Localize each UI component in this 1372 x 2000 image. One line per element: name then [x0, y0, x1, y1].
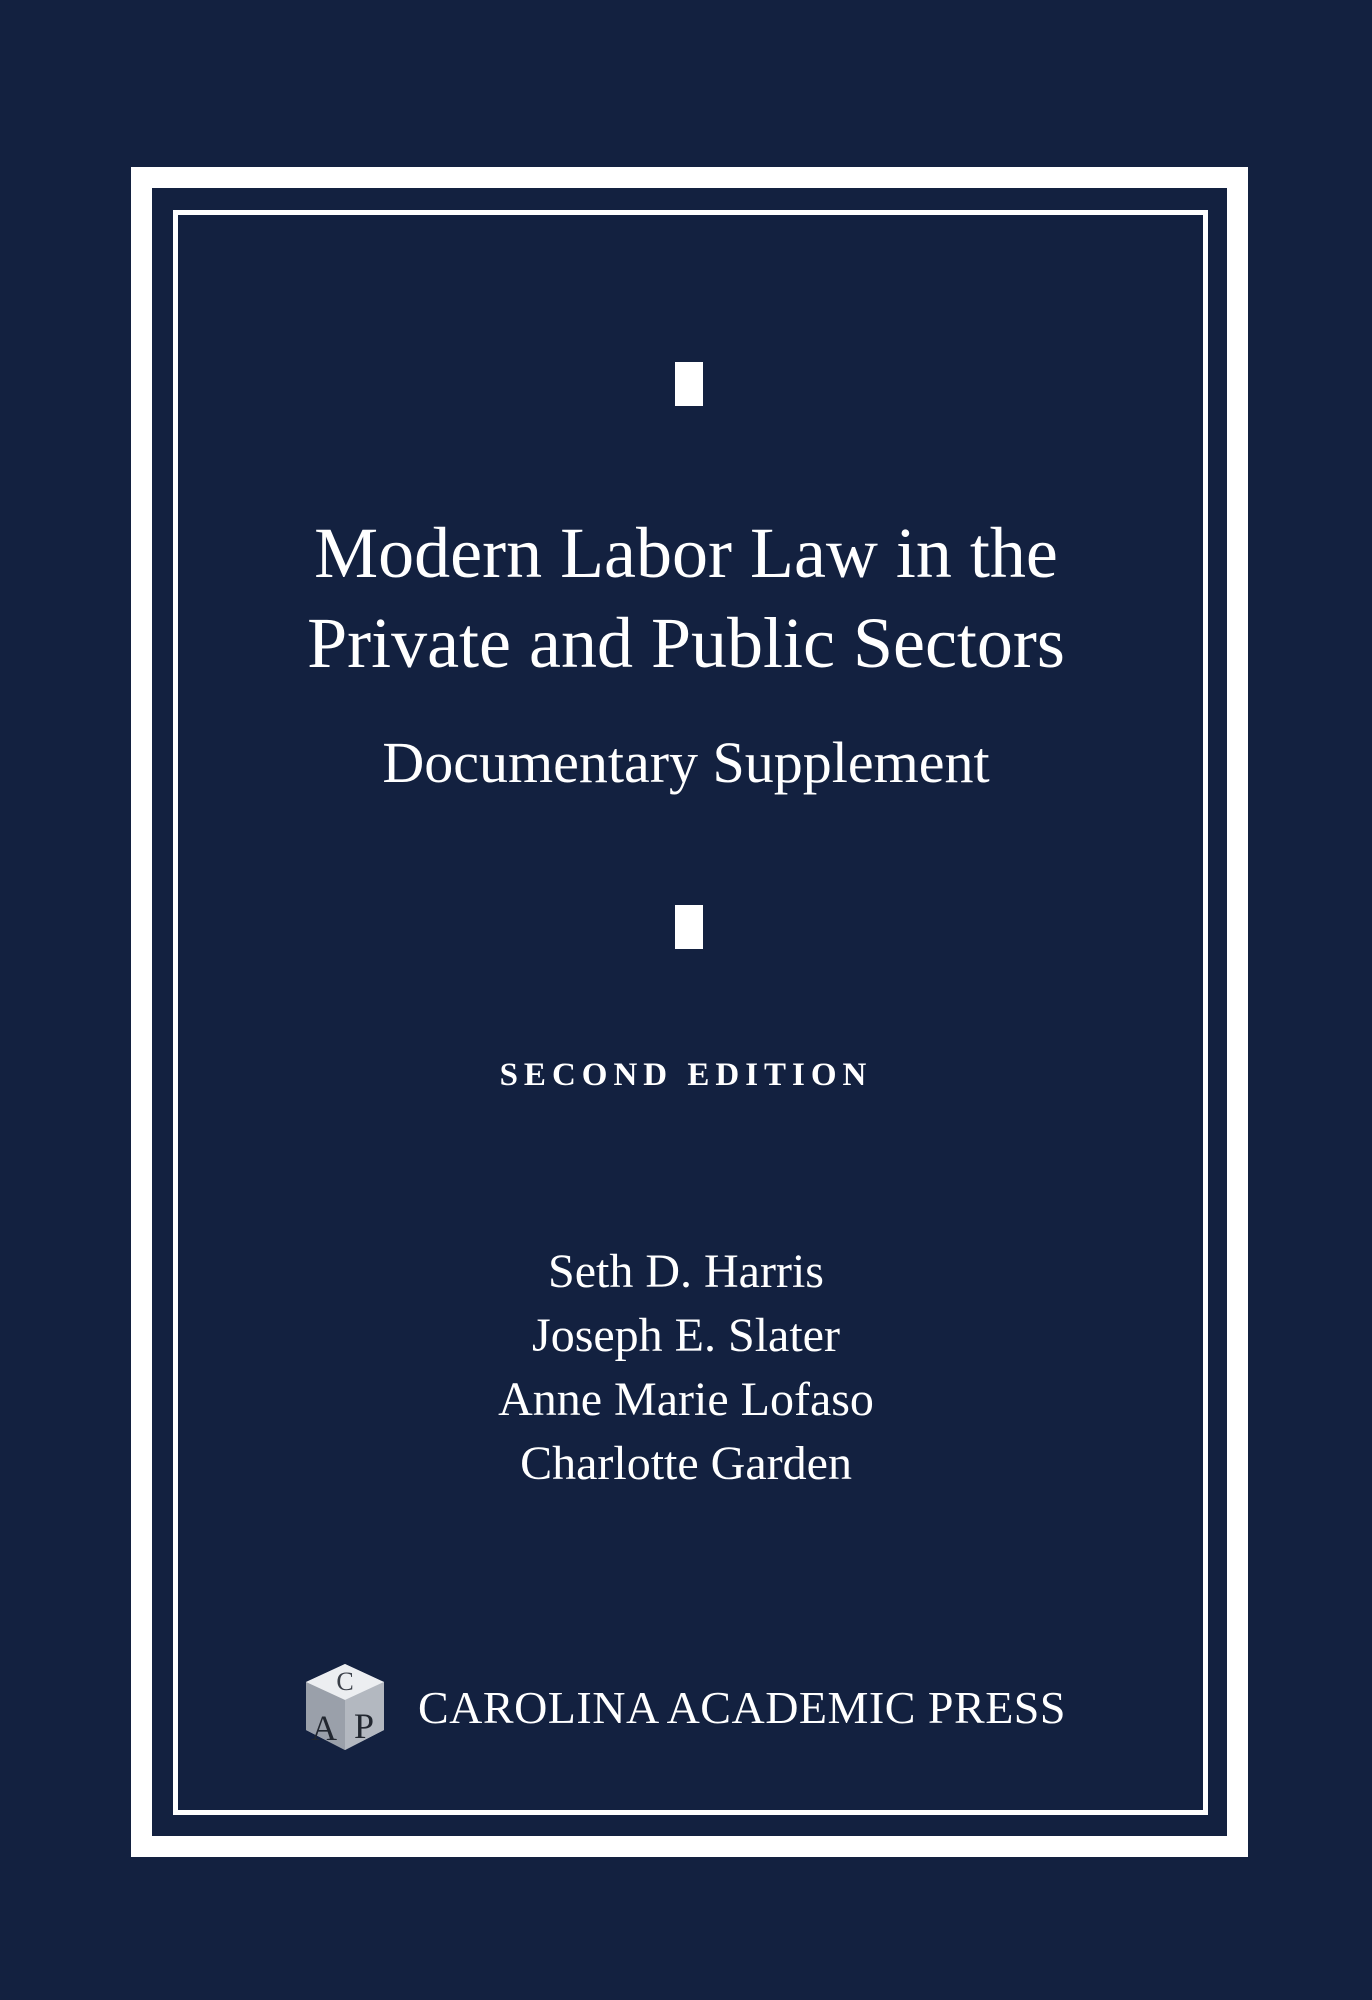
title-line-2: Private and Public Sectors: [307, 603, 1065, 683]
author-name: Joseph E. Slater: [532, 1309, 840, 1362]
svg-text:A: A: [311, 1708, 337, 1748]
publisher-logo-icon: [300, 1660, 390, 1755]
svg-text:P: P: [353, 1706, 375, 1746]
author-name: Seth D. Harris: [548, 1245, 824, 1298]
book-subtitle: Documentary Supplement: [382, 730, 990, 795]
edition-label: SECOND EDITION: [499, 1057, 873, 1093]
svg-text:C: C: [336, 1667, 354, 1696]
book-title: [0, 508, 1372, 688]
author-name: Anne Marie Lofaso: [498, 1373, 874, 1426]
middle-ornament: [675, 905, 703, 949]
publisher-block: [300, 1660, 1100, 1760]
top-ornament: [675, 362, 703, 406]
publisher-name: CAROLINA ACADEMIC PRESS: [418, 1682, 1066, 1733]
title-line-1: Modern Labor Law in the: [314, 513, 1058, 593]
inner-border: [173, 210, 1208, 1815]
author-name: Charlotte Garden: [520, 1437, 852, 1490]
author-list: [0, 1240, 1372, 1496]
